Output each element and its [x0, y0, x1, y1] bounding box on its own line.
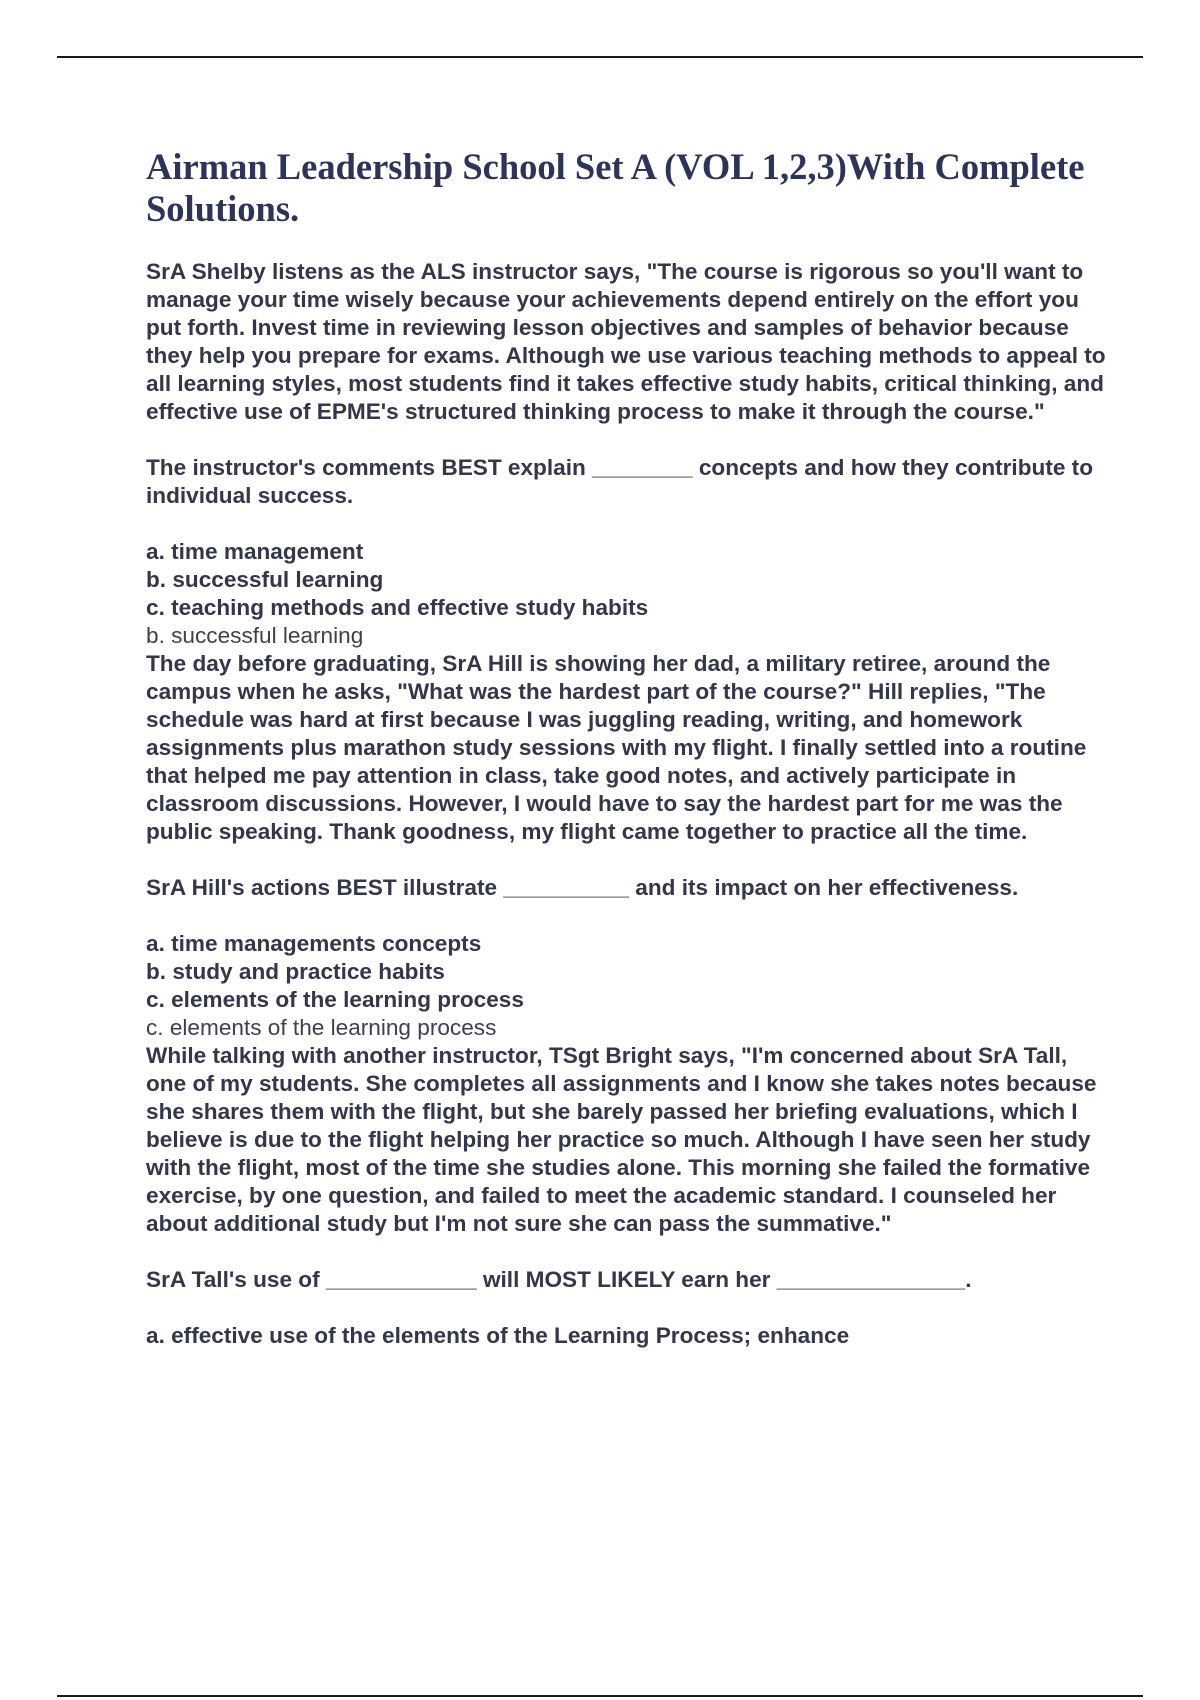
question-prompt: SrA Hill's actions BEST illustrate __________ and its impact on her effectiveness.: [146, 875, 1019, 900]
option-b: b. successful learning: [146, 567, 384, 592]
bottom-rule: [57, 1695, 1143, 1697]
correct-answer: b. successful learning: [146, 623, 364, 648]
option-a: a. time managements concepts: [146, 931, 482, 956]
question-2: [146, 650, 1106, 1042]
top-rule: [57, 56, 1143, 58]
question-scenario: While talking with another instructor, TSgt Bright says, "I'm concerned about SrA Tall, one of my students. She completes all assignments and I know she takes notes because she shares them with the flight, but she barely passed her briefing evaluations, which I believe is due to the flight helping her practice so much. Although I have seen her study with the flight, most of the time she studies alone. This morning she failed the formative exercise, by one question, and failed to meet the academic standard. I counseled her about additional study but I'm not sure she can pass the summative.": [146, 1043, 1097, 1236]
document-title: Airman Leadership School Set A (VOL 1,2,3)With Complete Solutions.: [146, 146, 1085, 229]
document-body: [146, 146, 1106, 1350]
correct-answer: c. elements of the learning process: [146, 1015, 497, 1040]
option-a: a. time management: [146, 539, 364, 564]
question-1: [146, 258, 1106, 650]
question-scenario: The day before graduating, SrA Hill is showing her dad, a military retiree, around the campus when he asks, "What was the hardest part of the course?" Hill replies, "The schedule was hard at first because I was juggling reading, writing, and homework assignments plus marathon study sessions with my flight. I finally settled into a routine that helped me pay attention in class, take good notes, and actively participate in classroom discussions. However, I would have to say the hardest part for me was the public speaking. Thank goodness, my flight came together to practice all the time.: [146, 651, 1087, 844]
answer-options: [146, 930, 1106, 1014]
question-prompt: The instructor's comments BEST explain ________ concepts and how they contribute to individual success.: [146, 455, 1094, 508]
option-b: b. study and practice habits: [146, 959, 445, 984]
option-a: a. effective use of the elements of the Learning Process; enhance: [146, 1323, 850, 1348]
question-3: [146, 1042, 1106, 1350]
answer-options: [146, 538, 1106, 622]
question-scenario: SrA Shelby listens as the ALS instructor says, "The course is rigorous so you'll want to manage your time wisely because your achievements depend entirely on the effort you put forth. Invest time in reviewing lesson objectives and samples of behavior because they help you prepare for exams. Although we use various teaching methods to appeal to all learning styles, most students find it takes effective study habits, critical thinking, and effective use of EPME's structured thinking process to make it through the course.": [146, 259, 1106, 424]
answer-options: [146, 1322, 1106, 1350]
option-c: c. elements of the learning process: [146, 987, 524, 1012]
question-prompt: SrA Tall's use of ____________ will MOST LIKELY earn her _______________.: [146, 1267, 972, 1292]
option-c: c. teaching methods and effective study habits: [146, 595, 649, 620]
